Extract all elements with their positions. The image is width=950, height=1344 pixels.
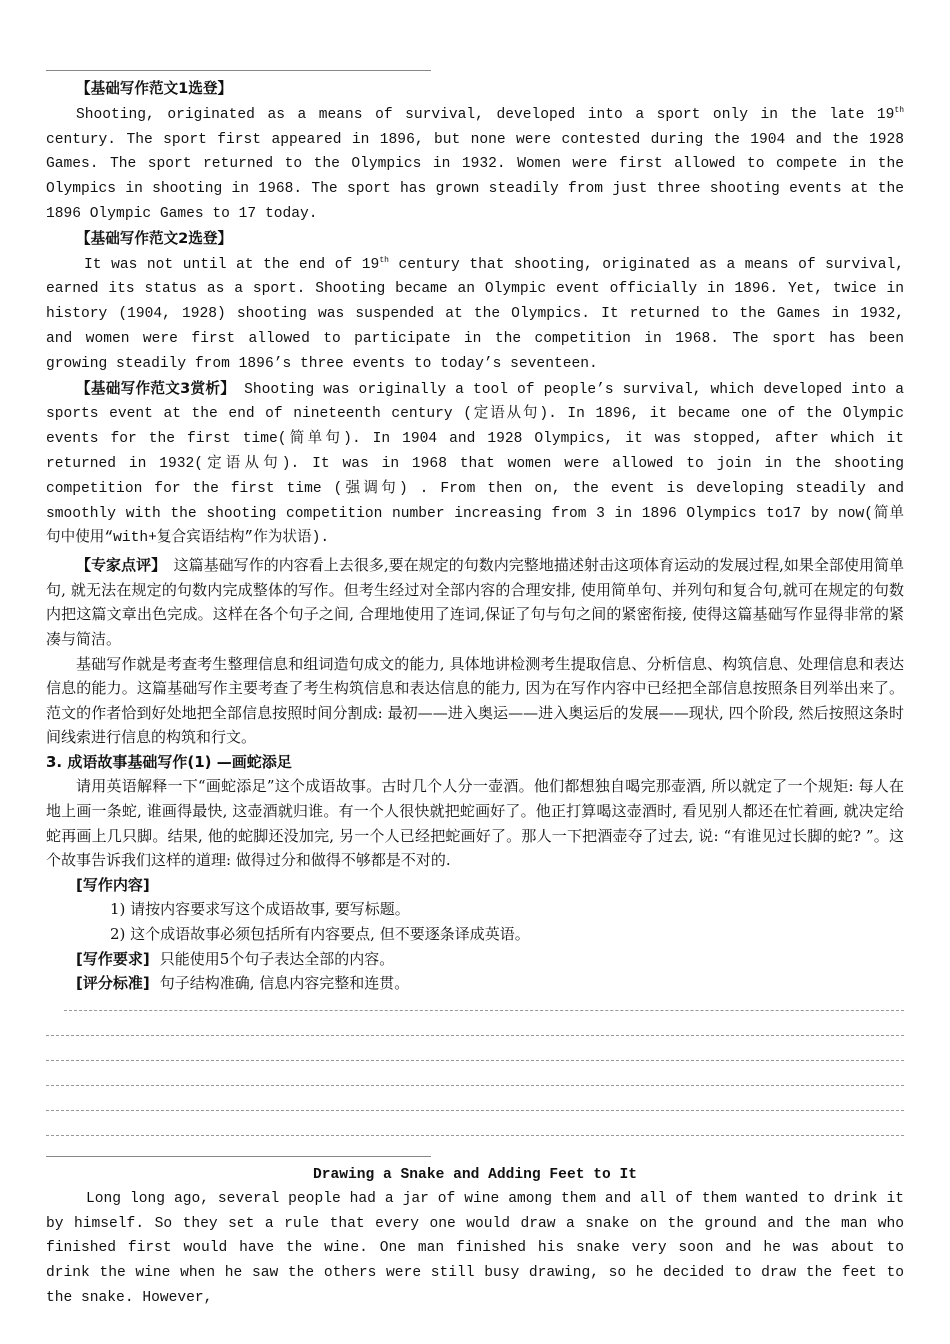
scoring-text: 句子结构准确, 信息内容完整和连贯。 [159, 974, 410, 993]
content-item-1: 1) 请按内容要求写这个成语故事, 要写标题。 [110, 900, 410, 919]
scoring-row [76, 971, 904, 996]
requirement-label: [写作要求] [76, 949, 150, 968]
content-label-row [76, 873, 904, 898]
expert-paragraph-2: 基础写作就是考查考生整理信息和组词造句成文的能力, 具体地讲检测考生提取信息、分析信息、构筑信息、处理信息和表达信息的能力。这篇基础写作主要考查了考生构筑信息和表达信息的能力, 因为在写作内容中已经把全部信息按照条目列举出来了。范文的作者恰到好处地把全部信息按照时间分割成: 最初——进入奥运——进入奥运后的发展——现状, 四个阶段, 然后按照这条时间线索进行信息的构筑和行文。 [46, 654, 904, 747]
sample-3-label: 【基础写作范文3赏析】 [76, 379, 236, 397]
sample-1-label-line [46, 77, 904, 103]
expert-text: 这篇基础写作的内容看上去很多,要在规定的句数内完整地描述射击这项体育运动的发展过程,如果全部使用简单句, 就无法在规定的句数内完成整体的写作。但考生经过对全部内容的合理安排, 使用简单句、并列句和复合句,就可在规定的句数内把这篇文章出色完成。这样在各个句子之间, 合理地使用了连词,保证了句与句之间的紧密衔接, 使得这篇基础写作显得非常的紧凑与简洁。 [46, 556, 904, 648]
top-divider [46, 70, 431, 71]
sample-3-text: Shooting was originally a tool of people’s survival, which developed into a sports event at the end of nineteenth century (定语从句). In 1896, it became one of the Olympic events for the first time(简单句). In 1904 and 1928 Olympics, it was stopped, after which it returned in 1932(定语从句). It was in 1968 that women were allowed to join in the shooting competition for the first time (强调句) . From then on, the event is developing steadily and smoothly with the shooting competition number increasing from 3 in 1896 Olympics to17 by now(简单句中使用“with+复合宾语结构”作为状语). [46, 381, 905, 547]
sample-2-text: It was not until at the end of 19 [84, 256, 380, 273]
bottom-divider [46, 1156, 431, 1157]
content-item-2: 2) 这个成语故事必须包括所有内容要点, 但不要逐条译成英语。 [110, 925, 530, 944]
sample-2-sup: th [379, 255, 389, 265]
sample-2-label: 【基础写作范文2选登】 [76, 229, 233, 247]
answer-line[interactable] [46, 1135, 904, 1136]
sample-3-paragraph [46, 377, 904, 552]
answer-line[interactable] [46, 1035, 904, 1036]
sample-2-label-line [46, 227, 904, 253]
sample-1-sup: th [894, 105, 904, 115]
document-page [46, 60, 904, 1311]
answer-lines [46, 1010, 904, 1136]
sample-1-label: 【基础写作范文1选登】 [76, 80, 233, 97]
sample-2-paragraph [46, 253, 904, 377]
requirement-text: 只能使用5个句子表达全部的内容。 [159, 949, 395, 968]
essay-title: Drawing a Snake and Adding Feet to It [312, 1166, 638, 1183]
sample-1-text: Shooting, originated as a means of survival, developed into a sport only in the late 19 [76, 106, 895, 123]
expert-label: 【专家点评】 [76, 556, 159, 575]
section-3-prompt: 请用英语解释一下“画蛇添足”这个成语故事。古时几个人分一壶酒。他们都想独自喝完那壶酒, 所以就定了一个规矩: 每人在地上画一条蛇, 谁画得最快, 这壶酒就归谁。有一个人很快就把蛇画好了。他正打算喝这壶酒时, 看见别人都还在忙着画, 就决定给蛇再画上几只脚。结果, 他的蛇脚还没加完, 另一个人已经把蛇画好了。那人一下把酒壶夺了过去, 说: “有谁见过长脚的蛇? ”。这个故事告诉我们这样的道理: 做得过分和做得不够都是不对的. [46, 777, 904, 870]
section-3-heading: 3. 成语故事基础写作(1) —画蛇添足 [46, 752, 292, 771]
content-label: [写作内容] [76, 875, 150, 894]
sample-2-text-2: century that shooting, originated as a means of survival, earned its status as a sport. Shooting became an Olympic event officially in 1896. Yet, twice in history (1904, 1928) shooting was suspended at the Olympics. It returned to the Games in 1932, and women were first allowed to participate in the competition in 1968. The sport has been growing steadily from 1896’s three events to today’s seventeen. [46, 256, 904, 372]
requirement-row [76, 947, 904, 972]
sample-1-paragraph [46, 103, 904, 227]
sample-1-text-2: century. The sport first appeared in 1896, but none were contested during the 1904 and the 1928 Games. The sport returned to the Olympics in 1932. Women were first allowed to compete in the Olympics in shooting in 1968. The sport has grown steadily from just three shooting events at the 1896 Olympic Games to 17 today. [46, 131, 904, 222]
essay-paragraph: Long long ago, several people had a jar of wine among them and all of them wanted to drink it by himself. So they set a rule that every one would draw a snake on the ground and the man who finished first would have the wine. One man finished his snake very soon and he was about to drink the wine when he saw the others were still busy drawing, so he decided to draw the feet to the snake. However, [46, 1190, 904, 1307]
answer-line[interactable] [46, 1060, 904, 1061]
expert-paragraph [46, 553, 904, 651]
answer-line[interactable] [64, 1010, 904, 1011]
answer-line[interactable] [46, 1110, 904, 1111]
scoring-label: [评分标准] [76, 974, 150, 993]
answer-line[interactable] [46, 1085, 904, 1086]
